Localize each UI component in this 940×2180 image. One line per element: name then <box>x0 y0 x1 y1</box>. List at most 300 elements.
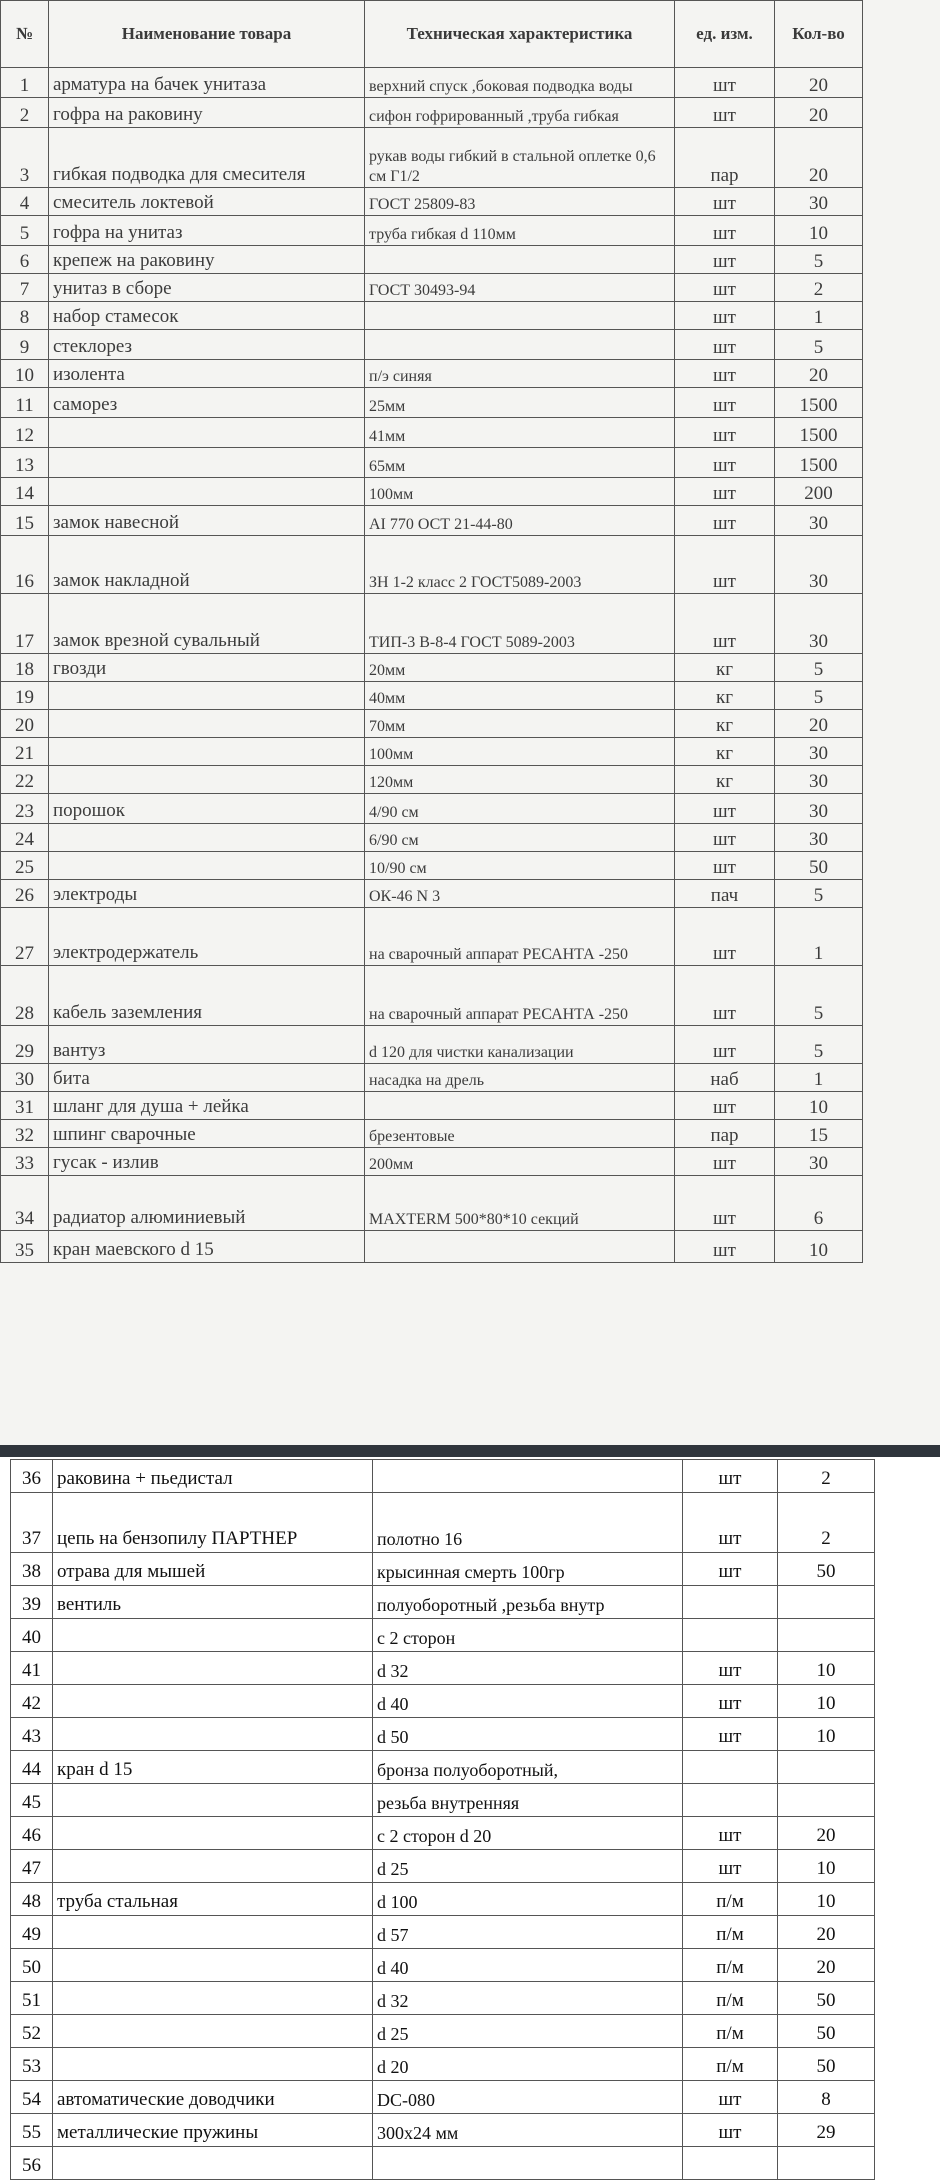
cell-name <box>49 824 365 852</box>
cell-qty: 6 <box>775 1176 863 1231</box>
table-row <box>1 1231 863 1263</box>
cell-spec: 20мм <box>365 654 675 682</box>
table-row <box>11 1784 875 1817</box>
cell-qty: 1500 <box>775 418 863 448</box>
cell-spec: d 32 <box>373 1652 683 1685</box>
table-row <box>1 360 863 388</box>
cell-no: 51 <box>11 1982 53 2015</box>
table-row <box>11 1553 875 1586</box>
cell-qty: 20 <box>775 710 863 738</box>
cell-spec: на сварочный аппарат РЕСАНТА -250 <box>365 908 675 966</box>
cell-unit: шт <box>675 330 775 360</box>
cell-name: крепеж на раковину <box>49 246 365 274</box>
cell-qty: 5 <box>775 246 863 274</box>
table-row <box>11 1586 875 1619</box>
cell-no: 27 <box>1 908 49 966</box>
table-row <box>1 880 863 908</box>
cell-unit: п/м <box>683 1883 778 1916</box>
cell-spec: 300x24 мм <box>373 2114 683 2147</box>
table-row <box>1 418 863 448</box>
header-qty: Кол-во <box>775 1 863 68</box>
table-row <box>11 1850 875 1883</box>
cell-unit: шт <box>675 594 775 654</box>
cell-spec: 41мм <box>365 418 675 448</box>
header-spec: Техническая характеристика <box>365 1 675 68</box>
cell-spec: труба гибкая d 110мм <box>365 216 675 246</box>
cell-name <box>53 1685 373 1718</box>
cell-name: смеситель локтевой <box>49 188 365 216</box>
cell-no: 38 <box>11 1553 53 1586</box>
cell-spec: 65мм <box>365 448 675 478</box>
cell-name <box>53 2015 373 2048</box>
cell-unit: шт <box>675 246 775 274</box>
cell-qty: 5 <box>775 880 863 908</box>
table-row <box>11 1982 875 2015</box>
cell-name: кабель заземления <box>49 966 365 1026</box>
cell-unit: кг <box>675 710 775 738</box>
cell-unit: п/м <box>683 1916 778 1949</box>
cell-spec: сифон гофрированный ,труба гибкая <box>365 98 675 128</box>
cell-unit <box>683 2147 778 2180</box>
cell-spec: 120мм <box>365 766 675 794</box>
cell-name <box>49 738 365 766</box>
cell-qty: 10 <box>778 1652 875 1685</box>
cell-no: 24 <box>1 824 49 852</box>
cell-unit: шт <box>675 388 775 418</box>
cell-name <box>53 1949 373 1982</box>
cell-qty: 2 <box>778 1460 875 1493</box>
cell-name <box>53 1784 373 1817</box>
cell-no: 4 <box>1 188 49 216</box>
cell-spec: 200мм <box>365 1148 675 1176</box>
header-unit: ед. изм. <box>675 1 775 68</box>
cell-qty: 30 <box>775 1148 863 1176</box>
cell-unit: шт <box>675 302 775 330</box>
cell-no: 32 <box>1 1120 49 1148</box>
cell-qty: 10 <box>775 216 863 246</box>
cell-name: вантуз <box>49 1026 365 1064</box>
cell-qty: 10 <box>778 1850 875 1883</box>
cell-spec: 70мм <box>365 710 675 738</box>
cell-no: 33 <box>1 1148 49 1176</box>
table-row <box>1 188 863 216</box>
cell-spec: 100мм <box>365 478 675 506</box>
table-row <box>1 448 863 478</box>
cell-no: 42 <box>11 1685 53 1718</box>
cell-qty: 2 <box>778 1493 875 1553</box>
cell-qty: 5 <box>775 1026 863 1064</box>
cell-unit <box>683 1619 778 1652</box>
cell-name <box>49 418 365 448</box>
cell-unit: кг <box>675 766 775 794</box>
cell-name: кран d 15 <box>53 1751 373 1784</box>
table-row <box>1 1092 863 1120</box>
cell-unit: шт <box>683 1460 778 1493</box>
cell-unit: шт <box>675 824 775 852</box>
table-row <box>1 506 863 536</box>
table-row <box>11 1883 875 1916</box>
cell-no: 50 <box>11 1949 53 1982</box>
cell-qty: 1500 <box>775 448 863 478</box>
cell-unit: шт <box>675 1092 775 1120</box>
cell-spec: d 40 <box>373 1949 683 1982</box>
cell-unit: шт <box>683 2114 778 2147</box>
cell-no: 39 <box>11 1586 53 1619</box>
table-row <box>11 2081 875 2114</box>
cell-spec: ГОСТ 25809-83 <box>365 188 675 216</box>
cell-spec: 40мм <box>365 682 675 710</box>
cell-unit: шт <box>675 478 775 506</box>
cell-no: 56 <box>11 2147 53 2180</box>
cell-spec: полуоборотный ,резьба внутр <box>373 1586 683 1619</box>
cell-no: 7 <box>1 274 49 302</box>
cell-qty: 29 <box>778 2114 875 2147</box>
cell-name <box>53 1982 373 2015</box>
table-row <box>1 1120 863 1148</box>
cell-unit: пар <box>675 128 775 188</box>
table-row <box>1 216 863 246</box>
cell-no: 14 <box>1 478 49 506</box>
cell-unit: шт <box>675 908 775 966</box>
cell-spec: d 25 <box>373 2015 683 2048</box>
cell-qty: 20 <box>775 360 863 388</box>
cell-name: арматура на бачек унитаза <box>49 68 365 98</box>
table-row <box>1 1176 863 1231</box>
cell-unit: пач <box>675 880 775 908</box>
cell-qty: 10 <box>775 1231 863 1263</box>
cell-no: 17 <box>1 594 49 654</box>
table-row <box>1 794 863 824</box>
cell-qty: 50 <box>778 2048 875 2081</box>
table-row <box>1 908 863 966</box>
cell-spec: бронза полуоборотный, <box>373 1751 683 1784</box>
table-row <box>1 98 863 128</box>
table-row <box>1 302 863 330</box>
cell-no: 48 <box>11 1883 53 1916</box>
cell-unit: шт <box>675 1026 775 1064</box>
table-row <box>11 1916 875 1949</box>
cell-qty: 1 <box>775 908 863 966</box>
table-row <box>1 824 863 852</box>
cell-qty: 2 <box>775 274 863 302</box>
cell-spec: 100мм <box>365 738 675 766</box>
cell-qty: 30 <box>775 738 863 766</box>
cell-name: труба стальная <box>53 1883 373 1916</box>
cell-spec: 4/90 см <box>365 794 675 824</box>
cell-no: 3 <box>1 128 49 188</box>
cell-no: 25 <box>1 852 49 880</box>
cell-no: 26 <box>1 880 49 908</box>
cell-qty: 200 <box>775 478 863 506</box>
cell-qty: 10 <box>778 1718 875 1751</box>
cell-spec: d 32 <box>373 1982 683 2015</box>
cell-no: 54 <box>11 2081 53 2114</box>
cell-unit: кг <box>675 738 775 766</box>
cell-qty: 30 <box>775 188 863 216</box>
cell-unit: пар <box>675 1120 775 1148</box>
cell-qty: 30 <box>775 594 863 654</box>
cell-qty <box>778 2147 875 2180</box>
cell-qty: 5 <box>775 966 863 1026</box>
cell-name <box>53 1718 373 1751</box>
cell-qty: 20 <box>775 68 863 98</box>
cell-name: бита <box>49 1064 365 1092</box>
cell-name <box>53 1652 373 1685</box>
cell-spec: DC-080 <box>373 2081 683 2114</box>
table-row <box>1 682 863 710</box>
cell-qty: 1 <box>775 1064 863 1092</box>
cell-no: 35 <box>1 1231 49 1263</box>
cell-spec: d 50 <box>373 1718 683 1751</box>
cell-name <box>49 682 365 710</box>
cell-name: гусак - излив <box>49 1148 365 1176</box>
cell-spec: с 2 сторон <box>373 1619 683 1652</box>
cell-qty: 50 <box>778 1982 875 2015</box>
cell-no: 22 <box>1 766 49 794</box>
cell-no: 18 <box>1 654 49 682</box>
cell-name <box>49 852 365 880</box>
cell-spec <box>373 2147 683 2180</box>
cell-name <box>53 1817 373 1850</box>
cell-spec: брезентовые <box>365 1120 675 1148</box>
cell-name <box>53 2147 373 2180</box>
cell-unit: шт <box>675 852 775 880</box>
table-row <box>11 2114 875 2147</box>
cell-no: 49 <box>11 1916 53 1949</box>
table-row <box>1 246 863 274</box>
cell-spec: 6/90 см <box>365 824 675 852</box>
cell-qty: 10 <box>778 1883 875 1916</box>
cell-no: 52 <box>11 2015 53 2048</box>
table-row <box>1 274 863 302</box>
cell-spec: d 20 <box>373 2048 683 2081</box>
cell-name <box>53 1916 373 1949</box>
cell-qty: 15 <box>775 1120 863 1148</box>
cell-name: отрава для мышей <box>53 1553 373 1586</box>
cell-unit: п/м <box>683 2015 778 2048</box>
table-row <box>1 594 863 654</box>
cell-name: гофра на унитаз <box>49 216 365 246</box>
cell-qty: 50 <box>775 852 863 880</box>
cell-name: гвозди <box>49 654 365 682</box>
cell-unit: шт <box>675 274 775 302</box>
table-row <box>11 1652 875 1685</box>
cell-no: 31 <box>1 1092 49 1120</box>
cell-unit: кг <box>675 654 775 682</box>
cell-name: шпинг сварочные <box>49 1120 365 1148</box>
table-row <box>1 766 863 794</box>
cell-unit: шт <box>683 1493 778 1553</box>
table-row <box>1 710 863 738</box>
cell-no: 45 <box>11 1784 53 1817</box>
cell-no: 10 <box>1 360 49 388</box>
cell-no: 15 <box>1 506 49 536</box>
table-row <box>1 654 863 682</box>
cell-name: шланг для душа + лейка <box>49 1092 365 1120</box>
cell-qty <box>778 1619 875 1652</box>
table-header-row <box>1 1 863 68</box>
cell-unit: шт <box>675 98 775 128</box>
cell-no: 34 <box>1 1176 49 1231</box>
cell-name: порошок <box>49 794 365 824</box>
cell-spec: d 120 для чистки канализации <box>365 1026 675 1064</box>
cell-unit: шт <box>675 966 775 1026</box>
cell-name <box>49 448 365 478</box>
cell-no: 43 <box>11 1718 53 1751</box>
cell-name: автоматические доводчики <box>53 2081 373 2114</box>
table-row <box>11 2015 875 2048</box>
cell-qty <box>778 1751 875 1784</box>
cell-spec: d 40 <box>373 1685 683 1718</box>
cell-spec <box>365 302 675 330</box>
cell-no: 16 <box>1 536 49 594</box>
cell-name: электроды <box>49 880 365 908</box>
cell-no: 37 <box>11 1493 53 1553</box>
cell-unit: п/м <box>683 2048 778 2081</box>
cell-no: 20 <box>1 710 49 738</box>
cell-name: цепь на бензопилу ПАРТНЕР <box>53 1493 373 1553</box>
cell-qty: 30 <box>775 824 863 852</box>
cell-unit: шт <box>675 360 775 388</box>
cell-unit <box>683 1586 778 1619</box>
header-no: № <box>1 1 49 68</box>
cell-spec: п/э синяя <box>365 360 675 388</box>
cell-spec: ГОСТ 30493-94 <box>365 274 675 302</box>
cell-no: 28 <box>1 966 49 1026</box>
cell-qty <box>778 1586 875 1619</box>
cell-unit: шт <box>683 1553 778 1586</box>
table-row <box>1 478 863 506</box>
cell-no: 19 <box>1 682 49 710</box>
cell-unit: кг <box>675 682 775 710</box>
cell-name: стеклорез <box>49 330 365 360</box>
cell-spec: 10/90 см <box>365 852 675 880</box>
cell-name: электродержатель <box>49 908 365 966</box>
cell-qty <box>778 1784 875 1817</box>
scanned-page-2 <box>0 1457 940 2176</box>
items-table-part-2 <box>10 1459 875 2180</box>
cell-name <box>49 710 365 738</box>
cell-unit: шт <box>683 1652 778 1685</box>
table-row <box>1 388 863 418</box>
table-row <box>11 1817 875 1850</box>
cell-unit: шт <box>675 448 775 478</box>
cell-no: 53 <box>11 2048 53 2081</box>
table-row <box>11 1949 875 1982</box>
table-row <box>11 1460 875 1493</box>
cell-name: гибкая подводка для смесителя <box>49 128 365 188</box>
cell-qty: 20 <box>778 1916 875 1949</box>
cell-spec: крысинная смерть 100гр <box>373 1553 683 1586</box>
cell-qty: 1 <box>775 302 863 330</box>
cell-unit: шт <box>675 506 775 536</box>
table-row <box>1 68 863 98</box>
cell-unit <box>683 1784 778 1817</box>
cell-spec: 25мм <box>365 388 675 418</box>
cell-qty: 50 <box>778 2015 875 2048</box>
cell-spec: на сварочный аппарат РЕСАНТА -250 <box>365 966 675 1026</box>
cell-name <box>49 478 365 506</box>
cell-spec: ТИП-3 В-8-4 ГОСТ 5089-2003 <box>365 594 675 654</box>
cell-spec: с 2 сторон d 20 <box>373 1817 683 1850</box>
cell-no: 36 <box>11 1460 53 1493</box>
cell-no: 30 <box>1 1064 49 1092</box>
table-row <box>11 2048 875 2081</box>
cell-qty: 30 <box>775 766 863 794</box>
cell-no: 47 <box>11 1850 53 1883</box>
cell-spec: MAXTERM 500*80*10 секций <box>365 1176 675 1231</box>
cell-spec: d 25 <box>373 1850 683 1883</box>
cell-no: 46 <box>11 1817 53 1850</box>
cell-unit <box>683 1751 778 1784</box>
cell-qty: 8 <box>778 2081 875 2114</box>
cell-unit: шт <box>675 68 775 98</box>
cell-no: 29 <box>1 1026 49 1064</box>
cell-qty: 20 <box>775 128 863 188</box>
table-row <box>1 852 863 880</box>
table-row <box>11 1493 875 1553</box>
cell-name: металлические пружины <box>53 2114 373 2147</box>
cell-qty: 30 <box>775 794 863 824</box>
cell-unit: п/м <box>683 1949 778 1982</box>
cell-qty: 5 <box>775 682 863 710</box>
cell-unit: шт <box>675 1148 775 1176</box>
cell-name: гофра на раковину <box>49 98 365 128</box>
cell-no: 9 <box>1 330 49 360</box>
cell-no: 44 <box>11 1751 53 1784</box>
cell-unit: шт <box>683 1850 778 1883</box>
cell-spec: d 100 <box>373 1883 683 1916</box>
cell-no: 23 <box>1 794 49 824</box>
cell-no: 41 <box>11 1652 53 1685</box>
cell-unit: шт <box>683 1685 778 1718</box>
cell-name: замок накладной <box>49 536 365 594</box>
cell-qty: 50 <box>778 1553 875 1586</box>
cell-name: радиатор алюминиевый <box>49 1176 365 1231</box>
cell-name: замок навесной <box>49 506 365 536</box>
header-name: Наименование товара <box>49 1 365 68</box>
cell-no: 40 <box>11 1619 53 1652</box>
cell-name: замок врезной сувальный <box>49 594 365 654</box>
cell-qty: 10 <box>778 1685 875 1718</box>
cell-unit: п/м <box>683 1982 778 2015</box>
table-row <box>1 966 863 1026</box>
cell-spec <box>365 246 675 274</box>
cell-name <box>53 2048 373 2081</box>
cell-unit: шт <box>675 1231 775 1263</box>
cell-name <box>49 766 365 794</box>
cell-spec: резьба внутренняя <box>373 1784 683 1817</box>
cell-unit: шт <box>675 216 775 246</box>
cell-qty: 1500 <box>775 388 863 418</box>
cell-name: набор стамесок <box>49 302 365 330</box>
table-row <box>1 738 863 766</box>
cell-unit: шт <box>683 1718 778 1751</box>
cell-no: 21 <box>1 738 49 766</box>
cell-spec <box>365 1231 675 1263</box>
cell-unit: шт <box>675 188 775 216</box>
table-row <box>1 330 863 360</box>
cell-unit: наб <box>675 1064 775 1092</box>
cell-no: 2 <box>1 98 49 128</box>
cell-qty: 20 <box>778 1949 875 1982</box>
cell-no: 5 <box>1 216 49 246</box>
cell-qty: 5 <box>775 330 863 360</box>
table-row <box>11 2147 875 2180</box>
cell-unit: шт <box>675 1176 775 1231</box>
cell-qty: 10 <box>775 1092 863 1120</box>
cell-spec: AI 770 ОСТ 21-44-80 <box>365 506 675 536</box>
